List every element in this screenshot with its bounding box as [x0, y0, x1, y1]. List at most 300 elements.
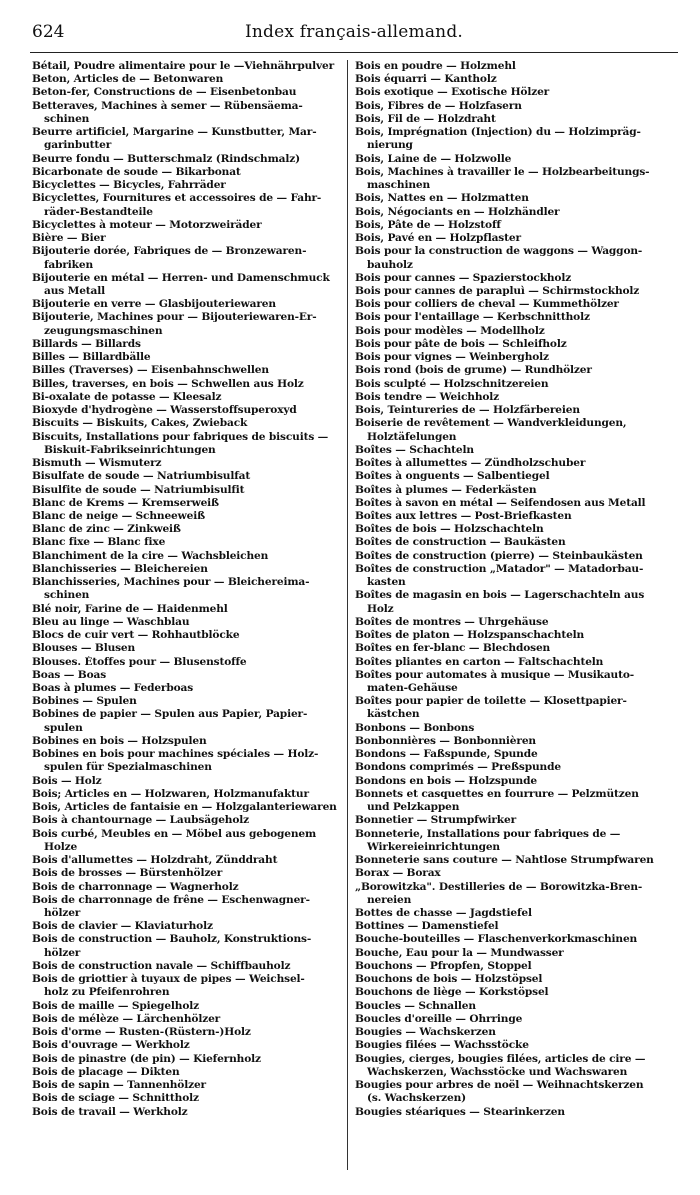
entry-text: Bouchons — Pfropfen, Stoppel: [355, 959, 532, 972]
page-title: Index français-allemand.: [244, 22, 464, 42]
index-entry: [355, 589, 677, 615]
index-entry: [32, 60, 350, 73]
entry-text: Bois à chantournage — Laubsägeholz: [32, 814, 250, 827]
index-entry: [32, 629, 350, 642]
entry-text: Bougies stéariques — Stearinkerzen: [355, 1105, 565, 1118]
index-entry: [355, 775, 677, 788]
entry-text: Bois curbé, Meubles en — Möbel aus gebogenem: [32, 827, 317, 840]
entry-text: Blanchiment de la cire — Wachsbleichen: [32, 549, 269, 562]
entry-continuation: schinen: [44, 112, 90, 125]
index-entry: [355, 695, 677, 721]
entry-text: Bois, Pavé en — Holzpflaster: [355, 232, 521, 245]
entry-text: Bois, Laine de — Holzwolle: [355, 152, 512, 165]
entry-text: Boîtes à savon en métal — Seifendosen aus Metall: [355, 496, 646, 509]
header-rule: [30, 52, 678, 53]
entry-continuation: garinbutter: [44, 139, 112, 152]
entry-text: Bois équarri — Kantholz: [355, 73, 497, 86]
index-entry: [355, 986, 677, 999]
entry-continuation: bauholz: [367, 258, 413, 271]
entry-text: Bouchons de liège — Korkstöpsel: [355, 986, 549, 999]
index-entry: [32, 881, 350, 894]
entry-text: Bobines de papier — Spulen aus Papier, Papier-: [32, 708, 308, 721]
entry-text: Billards — Billards: [32, 337, 141, 350]
entry-text: Bonbonnières — Bonbonnièren: [355, 734, 536, 747]
index-entry: [355, 1026, 677, 1039]
entry-text: Blé noir, Farine de — Haidenmehl: [32, 602, 228, 615]
entry-text: Bijouterie en métal — Herren- und Damenschmuck: [32, 271, 330, 284]
index-entry: [355, 642, 677, 655]
index-entry: [355, 920, 677, 933]
index-entry: [355, 1000, 677, 1013]
index-entry: [355, 232, 677, 245]
index-entry: [355, 828, 677, 854]
entry-text: Bois de construction navale — Schiffbauholz: [32, 959, 291, 972]
index-entry: [355, 272, 677, 285]
index-entry: [355, 814, 677, 827]
index-entry: [355, 444, 677, 457]
index-entry: [32, 192, 350, 218]
entry-continuation: Holztäfelungen: [367, 430, 457, 443]
page-header: [30, 22, 678, 44]
entry-text: Bois de construction — Bauholz, Konstruktions-: [32, 933, 312, 946]
entry-text: Bois de mélèze — Lärchenhölzer: [32, 1012, 221, 1025]
entry-text: Boas — Boas: [32, 668, 107, 681]
index-entry: [32, 814, 350, 827]
entry-continuation: spulen für Spezialmaschinen: [44, 761, 212, 774]
entry-continuation: Wachskerzen, Wachsstöcke und Wachswaren: [367, 1065, 628, 1078]
entry-text: Boîtes de bois — Holzschachteln: [355, 523, 544, 536]
entry-continuation: schinen: [44, 589, 90, 602]
entry-text: Bois pour l'entaillage — Kerbschnittholz: [355, 311, 590, 324]
entry-text: Bouche, Eau pour la — Mundwasser: [355, 946, 564, 959]
index-entry: [355, 510, 677, 523]
index-entry: [32, 1106, 350, 1119]
entry-text: Bonneterie sans couture — Nahtlose Strumpfwaren: [355, 854, 654, 867]
entry-text: Boiserie de revêtement — Wandverkleidungen,: [355, 417, 627, 430]
entry-text: Bois, Teintureries de — Holzfärbereien: [355, 404, 580, 417]
entry-continuation: Holze: [44, 840, 78, 853]
entry-continuation: spulen: [44, 721, 83, 734]
index-entry: [32, 708, 350, 734]
entry-text: Borax — Borax: [355, 867, 441, 880]
entry-text: Bougies, cierges, bougies filées, articles de cire —: [355, 1052, 646, 1065]
entry-text: Bois de placage — Dikten: [32, 1065, 180, 1078]
entry-text: Billes — Billardbälle: [32, 351, 151, 364]
index-entry: [355, 153, 677, 166]
index-entry: [32, 232, 350, 245]
index-entry: [355, 497, 677, 510]
index-entry: [32, 1066, 350, 1079]
index-entry: [32, 973, 350, 999]
right-column: [355, 60, 677, 1119]
entry-text: Bois d'allumettes — Holzdraht, Zünddraht: [32, 854, 278, 867]
index-entry: [32, 1079, 350, 1092]
index-entry: [32, 536, 350, 549]
entry-text: Blanc de neige — Schneeweiß: [32, 509, 205, 522]
entry-text: Boucles d'oreille — Ohrringe: [355, 1012, 523, 1025]
index-entry: [355, 616, 677, 629]
entry-text: Blanchisseries — Bleichereien: [32, 562, 208, 575]
entry-text: Bougies filées — Wachsstöcke: [355, 1039, 529, 1052]
index-entry: [32, 219, 350, 232]
index-entry: [355, 311, 677, 324]
index-entry: [355, 947, 677, 960]
entry-text: Boîtes en fer-blanc — Blechdosen: [355, 642, 551, 655]
index-entry: [355, 351, 677, 364]
entry-text: Bottes de chasse — Jagdstiefel: [355, 907, 532, 919]
entry-text: Bois, Fibres de — Holzfasern: [355, 99, 522, 112]
index-entry: [32, 854, 350, 867]
index-entry: [32, 960, 350, 973]
entry-text: Bois de charronnage — Wagnerholz: [32, 880, 239, 893]
entry-text: Bleu au linge — Waschblau: [32, 615, 190, 628]
entry-text: Boîtes pliantes en carton — Faltschachteln: [355, 655, 604, 668]
entry-text: Beurre fondu — Butterschmalz (Rindschmalz): [32, 152, 300, 165]
index-entry: [355, 60, 677, 73]
entry-text: Bois sculpté — Holzschnitzereien: [355, 377, 549, 390]
index-entry: [355, 404, 677, 417]
entry-text: Boucles — Schnallen: [355, 999, 476, 1012]
entry-text: Beton-fer, Constructions de — Eisenbetonbau: [32, 86, 297, 99]
entry-text: Bobines en bois — Holzspulen: [32, 734, 207, 747]
entry-text: Bondons — Faßspunde, Spunde: [355, 748, 538, 761]
entry-text: Boîtes à plumes — Federkästen: [355, 483, 537, 496]
index-entry: [355, 100, 677, 113]
index-entry: [355, 523, 677, 536]
index-entry: [32, 73, 350, 86]
index-entry: [355, 629, 677, 642]
entry-text: Bottines — Damenstiefel: [355, 920, 499, 933]
index-entry: [355, 192, 677, 205]
entry-text: Bois, Fil de — Holzdraht: [355, 112, 496, 125]
entry-text: „Borowitzka". Destilleries de — Borowitzka-Bren-: [355, 880, 643, 893]
index-entry: [355, 245, 677, 271]
entry-text: Beton, Articles de — Betonwaren: [32, 73, 224, 86]
entry-text: Bois de griottier à tuyaux de pipes — Weichsel-: [32, 973, 305, 986]
index-entry: [32, 576, 350, 602]
entry-text: Bois pour cannes — Spazierstockholz: [355, 271, 572, 284]
index-entry: [355, 364, 677, 377]
entry-text: Blanc fixe — Blanc fixe: [32, 536, 166, 549]
index-entry: [355, 470, 677, 483]
entry-continuation: kasten: [367, 576, 406, 589]
index-entry: [32, 550, 350, 563]
entry-text: Bois pour vignes — Weinbergholz: [355, 351, 549, 364]
entry-text: Bois de pinastre (de pin) — Kiefernholz: [32, 1052, 261, 1065]
entry-text: Bois tendre — Weichholz: [355, 390, 500, 403]
entry-text: Bondons en bois — Holzspunde: [355, 774, 537, 787]
index-entry: [32, 378, 350, 391]
entry-continuation: (s. Wachskerzen): [367, 1092, 467, 1105]
entry-continuation: Wirkereieinrichtungen: [367, 840, 500, 853]
entry-text: Bois rond (bois de grume) — Rundhölzer: [355, 364, 592, 377]
entry-text: Biscuits — Biskuits, Cakes, Zwieback: [32, 417, 248, 430]
index-entry: [355, 536, 677, 549]
index-entry: [32, 828, 350, 854]
entry-continuation: aus Metall: [44, 284, 105, 297]
index-entry: [32, 920, 350, 933]
index-entry: [355, 298, 677, 311]
entry-text: Bois d'ouvrage — Werkholz: [32, 1039, 190, 1052]
index-entry: [32, 351, 350, 364]
index-entry: [32, 748, 350, 774]
index-entry: [32, 933, 350, 959]
index-entry: [355, 206, 677, 219]
entry-text: Bismuth — Wismuterz: [32, 457, 162, 470]
entry-text: Boîtes pour automates à musique — Musikauto-: [355, 668, 635, 681]
index-entry: [32, 364, 350, 377]
entry-text: Bois pour pâte de bois — Schleifholz: [355, 337, 567, 350]
index-entry: [32, 603, 350, 616]
entry-text: Bouche-bouteilles — Flaschenverkorkmaschinen: [355, 933, 638, 946]
index-entry: [32, 894, 350, 920]
page-number: 624: [32, 22, 65, 42]
index-entry: [355, 113, 677, 126]
index-entry: [355, 960, 677, 973]
entry-text: Boîtes de construction — Baukästen: [355, 536, 566, 549]
index-entry: [32, 338, 350, 351]
index-entry: [355, 457, 677, 470]
index-entry: [355, 484, 677, 497]
index-entry: [355, 722, 677, 735]
entry-text: Boîtes de construction (pierre) — Steinbaukästen: [355, 549, 643, 562]
index-entry: [32, 788, 350, 801]
index-entry: [355, 219, 677, 232]
index-entry: [32, 523, 350, 536]
index-entry: [32, 867, 350, 880]
entry-text: Blocs de cuir vert — Rohhautblöcke: [32, 629, 240, 642]
index-entry: [32, 695, 350, 708]
entry-text: Boîtes de platon — Holzspanschachteln: [355, 629, 585, 642]
index-entry: [355, 1079, 677, 1105]
index-entry: [32, 391, 350, 404]
entry-text: Biscuits, Installations pour fabriques de biscuits —: [32, 430, 329, 443]
index-entry: [355, 973, 677, 986]
entry-text: Boîtes à allumettes — Zündholzschuber: [355, 457, 586, 470]
index-entry: [32, 510, 350, 523]
index-entry: [355, 1053, 677, 1079]
entry-text: Blanc de zinc — Zinkweiß: [32, 523, 181, 536]
index-entry: [32, 497, 350, 510]
entry-text: Bois d'orme — Rusten-(Rüstern-)Holz: [32, 1026, 251, 1039]
index-entry: [32, 1026, 350, 1039]
index-entry: [355, 669, 677, 695]
index-entry: [355, 788, 677, 814]
index-entry: [32, 735, 350, 748]
index-entry: [32, 126, 350, 152]
entry-text: Bobines — Spulen: [32, 695, 137, 708]
index-entry: [32, 669, 350, 682]
index-entry: [32, 431, 350, 457]
index-entry: [355, 417, 677, 443]
entry-text: Blanc de Krems — Kremserweiß: [32, 496, 219, 509]
entry-text: Blouses. Étoffes pour — Blusenstoffe: [32, 655, 247, 668]
index-entry: [32, 457, 350, 470]
entry-continuation: maten-Gehäuse: [367, 682, 458, 695]
entry-text: Bi-oxalate de potasse — Kleesalz: [32, 390, 222, 403]
entry-text: Bondons comprimés — Preßspunde: [355, 761, 561, 774]
entry-continuation: kästchen: [367, 708, 420, 721]
index-entry: [355, 1013, 677, 1026]
entry-continuation: maschinen: [367, 179, 431, 192]
index-entry: [355, 867, 677, 880]
entry-text: Boîtes pour papier de toilette — Klosettpapier-: [355, 695, 627, 708]
entry-text: Bougies pour arbres de noël — Weihnachtskerzen: [355, 1079, 644, 1092]
entry-text: Bioxyde d'hydrogène — Wasserstoffsuperoxyd: [32, 404, 297, 417]
entry-text: Bois pour modèles — Modellholz: [355, 324, 545, 337]
entry-text: Bois, Nattes en — Holzmatten: [355, 192, 529, 205]
entry-text: Bijouterie, Machines pour — Bijouteriewaren-Er-: [32, 311, 317, 324]
entry-text: Bicarbonate de soude — Bikarbonat: [32, 165, 241, 178]
index-entry: [32, 86, 350, 99]
entry-continuation: fabriken: [44, 258, 94, 271]
index-entry: [355, 563, 677, 589]
entry-text: Bois pour cannes de parapluì — Schirmstockholz: [355, 284, 640, 297]
entry-text: Billes, traverses, en bois — Schwellen aus Holz: [32, 377, 304, 390]
index-entry: [355, 854, 677, 867]
entry-text: Bijouterie en verre — Glasbijouteriewaren: [32, 298, 276, 311]
index-entry: [355, 166, 677, 192]
entry-text: Bougies — Wachskerzen: [355, 1026, 496, 1039]
index-entry: [355, 338, 677, 351]
index-entry: [355, 735, 677, 748]
entry-text: Bois de maille — Spiegelholz: [32, 999, 199, 1012]
entry-text: Bois, Articles de fantaisie en — Holzgalanteriewaren: [32, 801, 337, 814]
entry-text: Beurre artificiel, Margarine — Kunstbutter, Mar-: [32, 126, 317, 139]
entry-text: Bonbons — Bonbons: [355, 721, 475, 734]
index-entry: [355, 86, 677, 99]
entry-text: Bobines en bois pour machines spéciales — Holz-: [32, 748, 319, 761]
entry-text: Bois de sciage — Schnittholz: [32, 1092, 199, 1105]
entry-text: Bois de charronnage de frêne — Eschenwagner-: [32, 893, 310, 906]
index-entry: [32, 1053, 350, 1066]
index-entry: [32, 245, 350, 271]
index-entry: [32, 404, 350, 417]
index-entry: [355, 126, 677, 152]
index-entry: [355, 748, 677, 761]
index-entry: [355, 761, 677, 774]
entry-text: Bonnetier — Strumpfwirker: [355, 814, 517, 827]
index-entry: [355, 1106, 677, 1119]
entry-text: Bois, Pâte de — Holzstoff: [355, 218, 501, 231]
index-entry: [32, 272, 350, 298]
entry-text: Bisulfate de soude — Natriumbisulfat: [32, 470, 251, 483]
index-entry: [32, 801, 350, 814]
entry-text: Bois; Articles en — Holzwaren, Holzmanufaktur: [32, 787, 309, 800]
index-entry: [355, 325, 677, 338]
index-entry: [32, 100, 350, 126]
index-entry: [355, 1039, 677, 1052]
entry-continuation: hölzer: [44, 946, 81, 959]
entry-text: Bois pour la construction de waggons — Waggon-: [355, 245, 643, 258]
entry-text: Bois, Négociants en — Holzhändler: [355, 205, 560, 218]
index-entry: [32, 166, 350, 179]
entry-text: Bois de brosses — Bürstenhölzer: [32, 867, 223, 880]
entry-text: Bois exotique — Exotische Hölzer: [355, 86, 550, 99]
left-column: [32, 60, 350, 1119]
index-entry: [355, 378, 677, 391]
entry-text: Bois pour colliers de cheval — Kummethölzer: [355, 298, 619, 311]
entry-text: Bouchons de bois — Holzstöpsel: [355, 973, 543, 986]
entry-text: Bois, Machines à travailler le — Holzbearbeitungs-: [355, 165, 650, 178]
entry-text: Bicyclettes — Bicycles, Fahrräder: [32, 179, 226, 192]
index-entry: [355, 881, 677, 907]
entry-text: Blanchisseries, Machines pour — Bleichereima-: [32, 576, 310, 589]
entry-continuation: nierung: [367, 139, 413, 152]
entry-text: Bétail, Poudre alimentaire pour le —Viehnährpulver: [32, 60, 335, 72]
entry-text: Bière — Bier: [32, 232, 106, 245]
index-entry: [32, 1013, 350, 1026]
column-divider: [347, 60, 348, 1170]
index-entry: [32, 179, 350, 192]
index-entry: [32, 656, 350, 669]
index-entry: [355, 933, 677, 946]
entry-continuation: Holz: [367, 602, 394, 615]
entry-text: Bicyclettes à moteur — Motorzweiräder: [32, 218, 262, 231]
entry-continuation: Biskuit-Fabrikseinrichtungen: [44, 443, 216, 456]
entry-text: Boas à plumes — Federboas: [32, 682, 194, 695]
entry-text: Boîtes de magasin en bois — Lagerschachteln aus: [355, 589, 645, 602]
entry-text: Bisulfite de soude — Natriumbisulfit: [32, 483, 245, 496]
entry-text: Bicyclettes, Fournitures et accessoires de — Fahr-: [32, 192, 322, 205]
entry-text: Boîtes de construction „Matador" — Matadorbau-: [355, 562, 644, 575]
index-entry: [32, 1000, 350, 1013]
entry-text: Bois de travail — Werkholz: [32, 1105, 188, 1118]
entry-text: Billes (Traverses) — Eisenbahnschwellen: [32, 364, 269, 377]
index-entry: [32, 417, 350, 430]
entry-text: Bois en poudre — Holzmehl: [355, 60, 516, 72]
index-entry: [355, 285, 677, 298]
entry-text: Bonnets et casquettes en fourrure — Pelzmützen: [355, 787, 639, 800]
index-entry: [32, 616, 350, 629]
index-entry: [32, 775, 350, 788]
index-entry: [355, 907, 677, 920]
entry-text: Bonneterie, Installations pour fabriques de —: [355, 827, 621, 840]
index-entry: [32, 1092, 350, 1105]
entry-continuation: räder-Bestandteile: [44, 205, 153, 218]
index-entry: [355, 550, 677, 563]
entry-text: Bois, Imprégnation (Injection) du — Holzimpräg-: [355, 126, 641, 139]
index-entry: [32, 298, 350, 311]
entry-continuation: holz zu Pfeifenrohren: [44, 986, 170, 999]
entry-text: Boîtes de montres — Uhrgehäuse: [355, 615, 549, 628]
entry-text: Blouses — Blusen: [32, 642, 136, 655]
entry-text: Boîtes à onguents — Salbentiegel: [355, 470, 550, 483]
entry-text: Boîtes — Schachteln: [355, 443, 474, 456]
index-entry: [32, 682, 350, 695]
index-entry: [355, 73, 677, 86]
entry-continuation: und Pelzkappen: [367, 801, 460, 814]
index-entry: [32, 484, 350, 497]
entry-continuation: nereien: [367, 893, 412, 906]
index-entry: [32, 563, 350, 576]
entry-text: Bijouterie dorée, Fabriques de — Bronzewaren-: [32, 245, 307, 258]
entry-text: Bois — Holz: [32, 774, 102, 787]
index-entry: [32, 1039, 350, 1052]
entry-continuation: hölzer: [44, 907, 81, 919]
index-entry: [355, 391, 677, 404]
index-entry: [32, 153, 350, 166]
index-entry: [355, 656, 677, 669]
index-entry: [32, 642, 350, 655]
entry-continuation: zeugungsmaschinen: [44, 324, 163, 337]
index-entry: [32, 311, 350, 337]
entry-text: Bois de sapin — Tannenhölzer: [32, 1079, 206, 1092]
entry-text: Betteraves, Machines à semer — Rübensäema-: [32, 99, 303, 112]
entry-text: Boîtes aux lettres — Post-Briefkasten: [355, 509, 572, 522]
entry-text: Bois de clavier — Klaviaturholz: [32, 920, 213, 933]
index-entry: [32, 470, 350, 483]
